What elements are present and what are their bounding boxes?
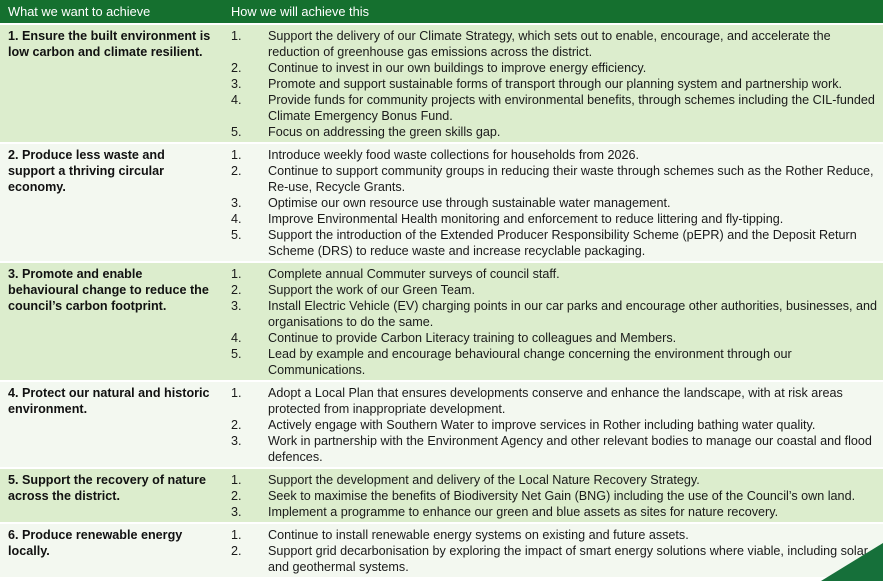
item-text: Support the work of our Green Team. — [268, 283, 475, 297]
item-number: 2. — [231, 164, 242, 178]
list-item — [220, 417, 879, 433]
actions-cell — [220, 523, 883, 577]
item-text: Lead by example and encourage behavioural change concerning the environment through our Communications. — [268, 347, 792, 377]
item-number: 2. — [231, 283, 242, 297]
item-number: 3. — [231, 196, 242, 210]
item-number: 1. — [231, 29, 242, 43]
list-item — [220, 211, 879, 227]
header-what: What we want to achieve — [0, 0, 220, 24]
table-row — [0, 143, 883, 262]
corner-decoration — [821, 543, 883, 581]
item-number: 4. — [231, 212, 242, 226]
actions-cell — [220, 381, 883, 468]
table-row — [0, 24, 883, 143]
item-number: 2. — [231, 544, 242, 558]
item-number: 1. — [231, 148, 242, 162]
header-how: How we will achieve this — [220, 0, 883, 24]
item-number: 5. — [231, 228, 242, 242]
actions-cell — [220, 143, 883, 262]
list-item — [220, 527, 879, 543]
item-text: Actively engage with Southern Water to improve services in Rother including bathing water quality. — [268, 418, 816, 432]
list-item — [220, 543, 879, 575]
list-item — [220, 195, 879, 211]
table-row — [0, 381, 883, 468]
item-text: Introduce weekly food waste collections for households from 2026. — [268, 148, 640, 162]
item-number: 2. — [231, 489, 242, 503]
list-item — [220, 433, 879, 465]
item-number: 3. — [231, 77, 242, 91]
list-item — [220, 28, 879, 60]
item-number: 5. — [231, 125, 242, 139]
goal-cell: 3. Promote and enable behavioural change to reduce the council’s carbon footprint. — [0, 262, 220, 381]
actions-cell — [220, 24, 883, 143]
list-item — [220, 504, 879, 520]
item-number: 2. — [231, 61, 242, 75]
list-item — [220, 488, 879, 504]
item-text: Continue to invest in our own buildings to improve energy efficiency. — [268, 61, 647, 75]
item-text: Continue to support community groups in reducing their waste through schemes such as the Rother Reduce, Re-use, Recycle Grants. — [268, 164, 874, 194]
item-text: Seek to maximise the benefits of Biodiversity Net Gain (BNG) including the use of the Council’s own land. — [268, 489, 856, 503]
list-item — [220, 385, 879, 417]
list-item — [220, 298, 879, 330]
goal-cell: 4. Protect our natural and historic environment. — [0, 381, 220, 468]
item-text: Implement a programme to enhance our green and blue assets as sites for nature recovery. — [268, 505, 779, 519]
table-row — [0, 468, 883, 523]
goal-cell: 2. Produce less waste and support a thriving circular economy. — [0, 143, 220, 262]
table-row — [0, 262, 883, 381]
list-item — [220, 282, 879, 298]
item-number: 4. — [231, 93, 242, 107]
item-number: 1. — [231, 473, 242, 487]
item-number: 3. — [231, 434, 242, 448]
item-text: Support the delivery of our Climate Strategy, which sets out to enable, encourage, and accelerate the reduction of greenhouse gas emissions across the district. — [268, 29, 831, 59]
header-row — [0, 0, 883, 24]
item-text: Promote and support sustainable forms of transport through our planning system and partnership work. — [268, 77, 843, 91]
actions-cell — [220, 468, 883, 523]
list-item — [220, 92, 879, 124]
list-item — [220, 124, 879, 140]
item-text: Continue to install renewable energy systems on existing and future assets. — [268, 528, 689, 542]
item-number: 5. — [231, 347, 242, 361]
list-item — [220, 227, 879, 259]
list-item — [220, 330, 879, 346]
item-text: Support grid decarbonisation by exploring the impact of smart energy solutions where viable, including solar and geothermal systems. — [268, 544, 868, 574]
item-text: Support the introduction of the Extended Producer Responsibility Scheme (pEPR) and the Deposit Return Scheme (DRS) to reduce waste and increase recyclable packaging. — [268, 228, 857, 258]
item-text: Install Electric Vehicle (EV) charging points in our car parks and encourage other authorities, businesses, and organisations to do the same. — [268, 299, 878, 329]
item-number: 1. — [231, 528, 242, 542]
item-text: Focus on addressing the green skills gap. — [268, 125, 501, 139]
actions-cell — [220, 262, 883, 381]
item-number: 2. — [231, 418, 242, 432]
item-number: 3. — [231, 505, 242, 519]
goal-cell: 1. Ensure the built environment is low carbon and climate resilient. — [0, 24, 220, 143]
goal-cell: 6. Produce renewable energy locally. — [0, 523, 220, 577]
item-number: 1. — [231, 386, 242, 400]
list-item — [220, 163, 879, 195]
item-text: Adopt a Local Plan that ensures developments conserve and enhance the landscape, with at risk areas protected from inappropriate development. — [268, 386, 843, 416]
list-item — [220, 266, 879, 282]
item-number: 4. — [231, 331, 242, 345]
item-text: Work in partnership with the Environment Agency and other relevant bodies to manage our coastal and flood defences. — [268, 434, 872, 464]
list-item — [220, 346, 879, 378]
list-item — [220, 76, 879, 92]
item-text: Optimise our own resource use through sustainable water management. — [268, 196, 671, 210]
item-number: 3. — [231, 299, 242, 313]
item-text: Support the development and delivery of the Local Nature Recovery Strategy. — [268, 473, 700, 487]
item-text: Provide funds for community projects with environmental benefits, through schemes including the CIL-funded Climate Emergency Bonus Fund. — [268, 93, 875, 123]
item-number: 1. — [231, 267, 242, 281]
list-item — [220, 472, 879, 488]
table-row — [0, 523, 883, 577]
list-item — [220, 147, 879, 163]
list-item — [220, 60, 879, 76]
goal-cell: 5. Support the recovery of nature across the district. — [0, 468, 220, 523]
item-text: Improve Environmental Health monitoring and enforcement to reduce littering and fly-tipping. — [268, 212, 784, 226]
item-text: Complete annual Commuter surveys of council staff. — [268, 267, 560, 281]
item-text: Continue to provide Carbon Literacy training to colleagues and Members. — [268, 331, 677, 345]
